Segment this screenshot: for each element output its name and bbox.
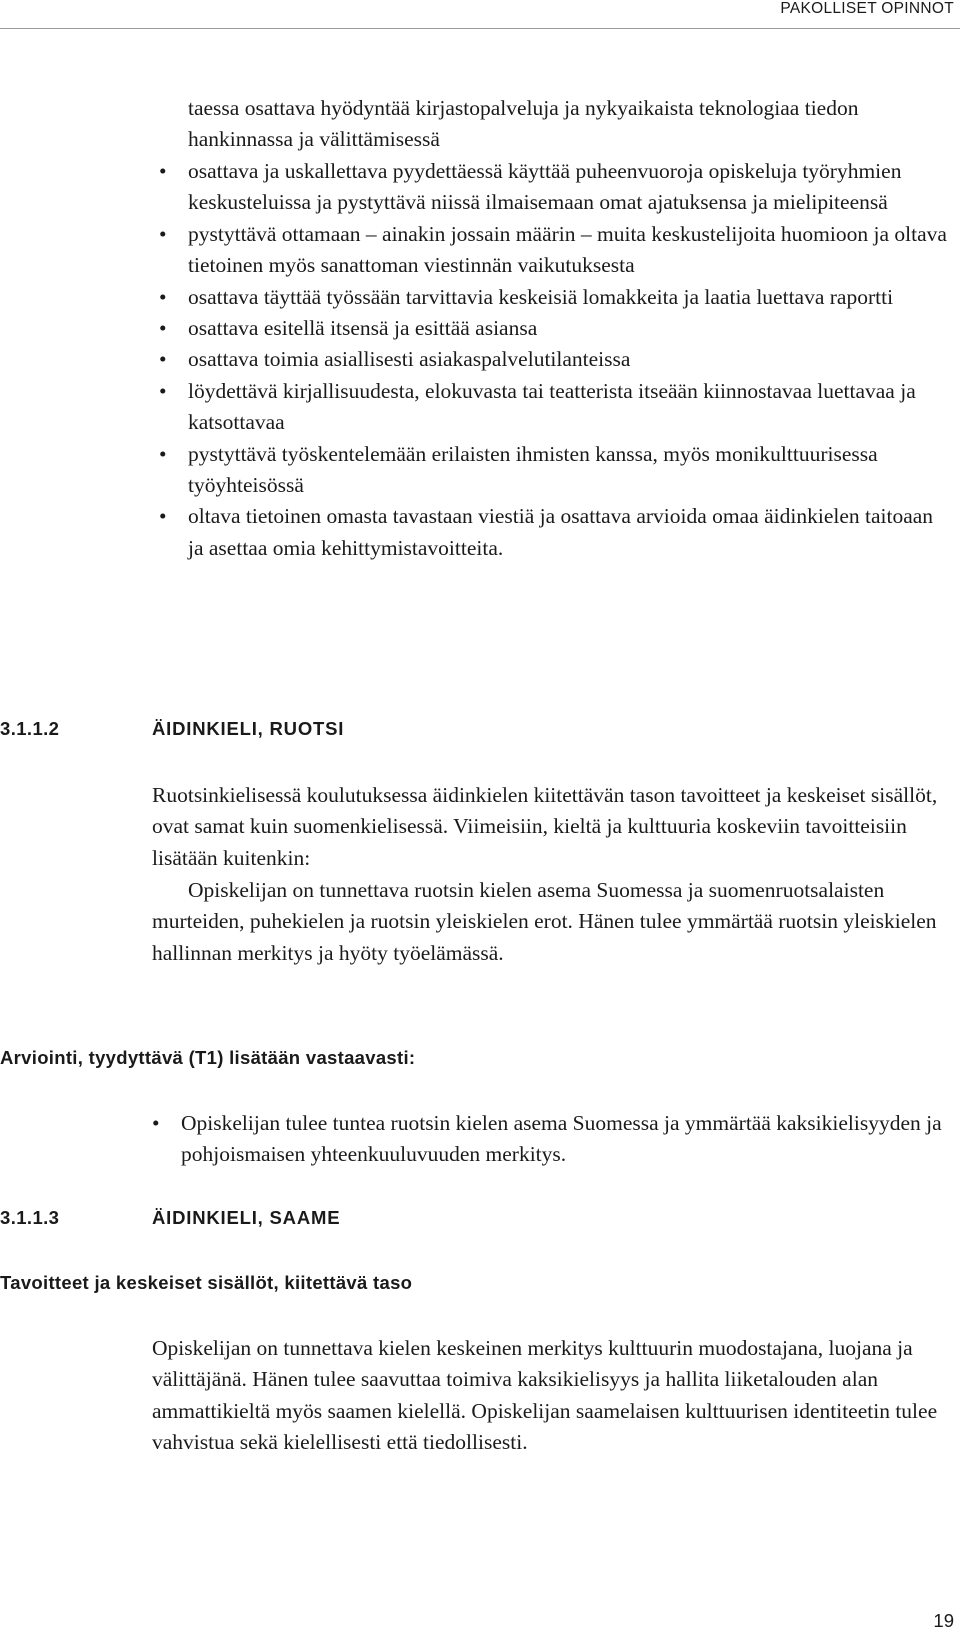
list-item-text: pystyttävä ottamaan – ainakin jossain määrin – muita keskustelijoita huomioon ja oltava tietoinen myös sanattoman viestinnän vaikutuksesta	[188, 221, 947, 278]
section-paragraph: Opiskelijan on tunnettava kielen keskeinen merkitys kulttuurin muodostajana, luojana ja välittäjänä. Hänen tulee saavuttaa toimiva kaksikielisyys ja hallita liiketalouden alan ammattikieltä myös saamen kielellä. Opiskelijan saamelaisen kulttuurisen identiteetin tulee vahvistua sekä kielellisesti että tiedollisesti.	[152, 1336, 938, 1455]
list-item-text: oltava tietoinen omasta tavastaan viestiä ja osattava arvioida omaa äidinkielen taitoaan ja asettaa omia kehittymistavoitteita.	[188, 504, 934, 560]
section-title: ÄIDINKIELI, RUOTSI	[152, 718, 345, 739]
list-item	[0, 219, 948, 282]
section-number: 3.1.1.3	[0, 1207, 60, 1228]
bullet-marker: •	[159, 504, 167, 529]
bullet-marker: •	[159, 159, 167, 183]
list-item	[0, 501, 948, 564]
list-item-text: pystyttävä työskentelemään erilaisten ihmisten kanssa, myös monikulttuurisessa työyhteisössä	[188, 441, 878, 498]
list-item	[0, 313, 948, 344]
section-title: ÄIDINKIELI, SAAME	[152, 1207, 341, 1228]
page-number: 19	[933, 1610, 954, 1631]
list-item	[0, 439, 948, 502]
list-item-text: löydettävä kirjallisuudesta, elokuvasta tai teatterista itseään kiinnostavaa luettavaa ja katsottavaa	[188, 378, 916, 435]
continued-paragraph: taessa osattava hyödyntää kirjastopalveluja ja nykyaikaista teknologiaa tiedon hankinnassa ja välittämisessä	[188, 96, 859, 152]
list-item-text: osattava toimia asiallisesti asiakaspalvelutilanteissa	[188, 347, 631, 372]
bullet-marker: •	[159, 378, 167, 403]
list-item	[0, 156, 948, 219]
list-item-text: osattava esitellä itsensä ja esittää asiansa	[188, 316, 538, 341]
bullet-marker: •	[152, 1111, 160, 1135]
bullet-marker: •	[159, 347, 167, 372]
bullet-marker: •	[159, 316, 167, 341]
subsection-heading: Tavoitteet ja keskeiset sisällöt, kiitettävä taso	[0, 1272, 413, 1293]
list-item-text: osattava täyttää työssään tarvittavia keskeisiä lomakkeita ja laatia luettava raportti	[188, 284, 894, 309]
list-item-text: osattava ja uskallettava pyydettäessä käyttää puheenvuoroja opiskeluja työryhmien keskusteluissa ja pystyttävä niissä ilmaisemaan omat ajatuksensa ja mielipiteensä	[188, 159, 902, 215]
assessment-heading: Arviointi, tyydyttävä (T1) lisätään vastaavasti:	[0, 1047, 416, 1068]
bullet-marker: •	[159, 284, 167, 309]
section-paragraph: Ruotsinkielisessä koulutuksessa äidinkielen kiitettävän tason tavoitteet ja keskeiset sisällöt, ovat samat kuin suomenkielisessä. Viimeisiin, kieltä ja kulttuuria koskeviin tavoitteisiin lisätään kuitenkin:	[152, 783, 938, 870]
list-item	[0, 376, 948, 439]
running-header: PAKOLLISET OPINNOT	[780, 0, 954, 17]
list-item	[0, 344, 948, 375]
section-number: 3.1.1.2	[0, 718, 60, 739]
section-paragraph: Opiskelijan on tunnettava ruotsin kielen asema Suomessa ja suomenruotsalaisten murteiden, puhekielen ja ruotsin yleiskielen erot. Hänen tulee ymmärtää ruotsin yleiskielen hallinnan merkitys ja hyöty työelämässä.	[152, 878, 937, 965]
list-item	[0, 282, 948, 313]
objectives-list	[0, 156, 960, 564]
bullet-marker: •	[159, 441, 167, 466]
list-item	[0, 1108, 948, 1171]
header-divider	[0, 28, 960, 29]
assessment-list	[0, 1108, 960, 1171]
bullet-marker: •	[159, 221, 167, 246]
list-item-text: Opiskelijan tulee tuntea ruotsin kielen asema Suomessa ja ymmärtää kaksikielisyyden ja pohjoismaisen yhteenkuuluvuuden merkitys.	[181, 1111, 942, 1167]
